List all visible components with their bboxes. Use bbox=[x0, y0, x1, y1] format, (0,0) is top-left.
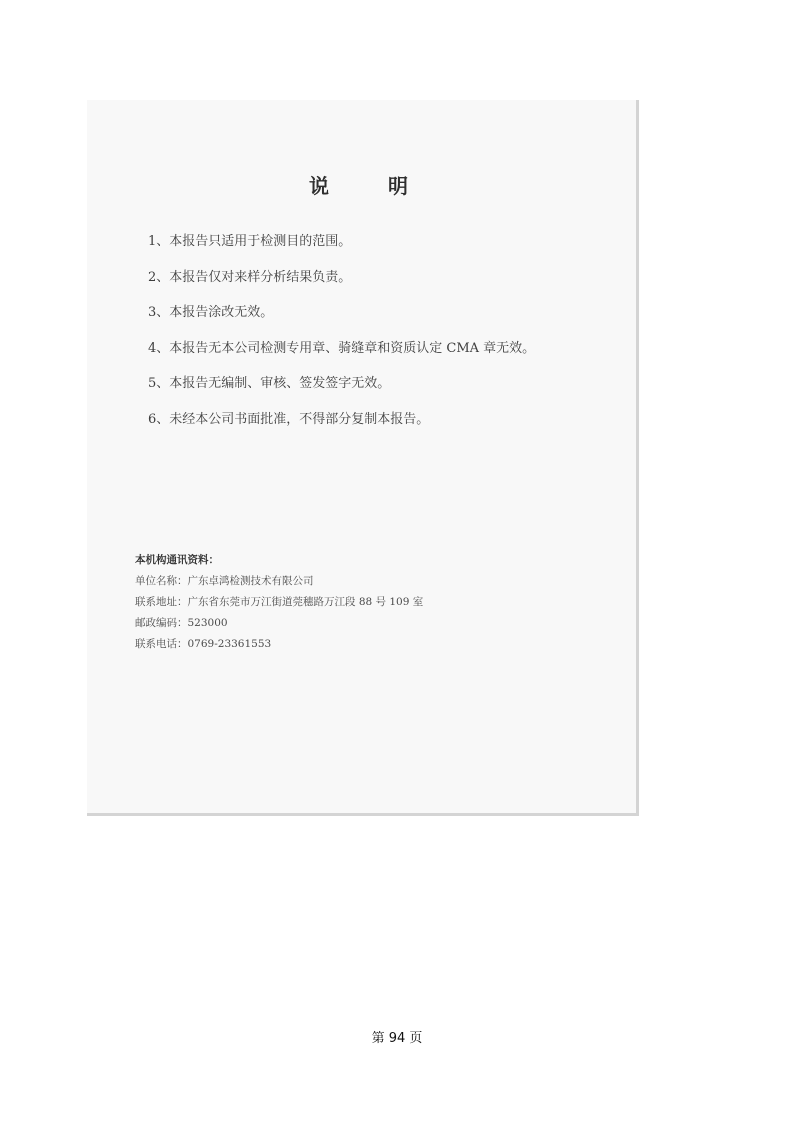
note-item: 4、本报告无本公司检测专用章、骑缝章和资质认定 CMA 章无效。 bbox=[148, 340, 536, 356]
contact-info bbox=[135, 552, 423, 657]
note-item: 1、本报告只适用于检测目的范围。 bbox=[148, 234, 352, 249]
note-item: 2、本报告仅对来样分析结果负责。 bbox=[148, 269, 352, 285]
note-item: 6、未经本公司书面批准，不得部分复制本报告。 bbox=[148, 411, 430, 427]
contact-phone: 联系电话：0769-23361553 bbox=[135, 638, 272, 650]
contact-address: 联系地址：广东省东莞市万江街道莞穗路万江段 88 号 109 室 bbox=[135, 596, 424, 608]
postal-code: 邮政编码：523000 bbox=[135, 617, 228, 629]
contact-heading: 本机构通讯资料： bbox=[135, 554, 219, 566]
note-item: 5、本报告无编制、审核、签发签字无效。 bbox=[148, 376, 391, 391]
page-number: 第 94 页 bbox=[371, 1031, 423, 1046]
notes-list bbox=[148, 232, 535, 445]
scanned-page bbox=[87, 100, 639, 816]
note-item: 3、本报告涂改无效。 bbox=[148, 305, 274, 320]
document-title: 说 明 bbox=[309, 174, 434, 198]
company-name: 单位名称：广东卓鸿检测技术有限公司 bbox=[135, 575, 314, 587]
